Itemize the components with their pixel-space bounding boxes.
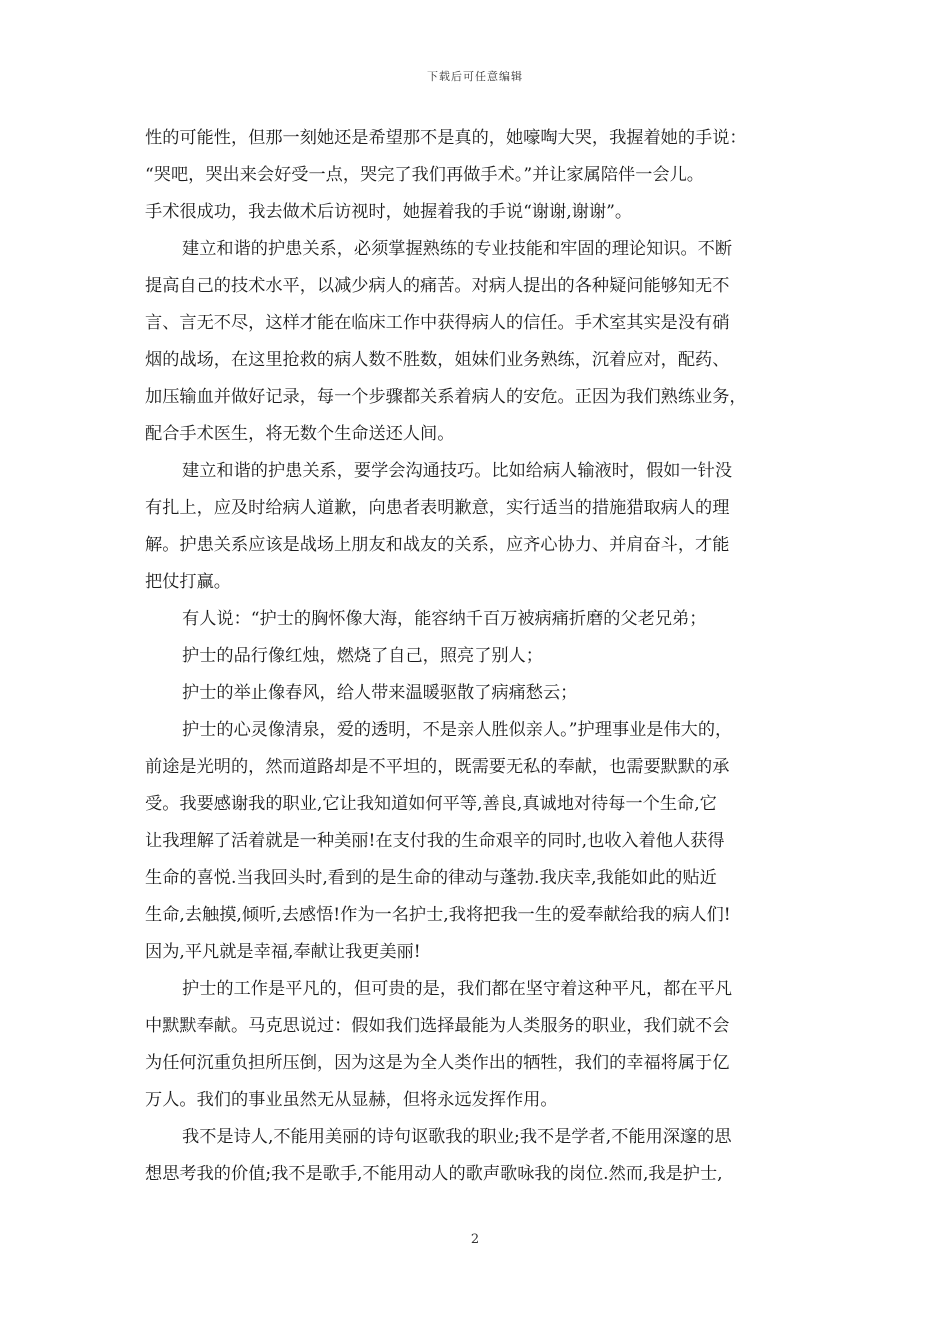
text-line: 护士的品行像红烛，燃烧了自己，照亮了别人；	[182, 646, 543, 666]
text-line: 有扎上，应及时给病人道歉，向患者表明歉意，实行适当的措施猎取病人的理	[145, 498, 730, 518]
text-line: 受。我要感谢我的职业,它让我知道如何平等,善良,真诚地对待每一个生命,它	[145, 794, 717, 814]
text-line: 配合手术医生，将无数个生命送还人间。	[145, 424, 455, 444]
text-line: 加压输血并做好记录，每一个步骤都关系着病人的安危。正因为我们熟练业务，	[145, 387, 747, 407]
text-line: 护士的工作是平凡的，但可贵的是，我们都在坚守着这种平凡，都在平凡	[182, 979, 733, 999]
page-number: 2	[470, 1232, 480, 1247]
text-line: 言、言无不尽，这样才能在临床工作中获得病人的信任。手术室其实是没有硝	[145, 313, 730, 333]
text-line: 中默默奉献。马克思说过：假如我们选择最能为人类服务的职业，我们就不会	[145, 1016, 730, 1036]
text-line: 性的可能性，但那一刻她还是希望那不是真的，她嚎啕大哭，我握着她的手说：	[145, 128, 747, 148]
text-line: 我不是诗人,不能用美丽的诗句讴歌我的职业;我不是学者,不能用深邃的思	[182, 1127, 732, 1147]
text-line: 万人。我们的事业虽然无从显赫，但将永远发挥作用。	[145, 1090, 558, 1110]
text-line: 为任何沉重负担所压倒，因为这是为全人类作出的牺牲，我们的幸福将属于亿	[145, 1053, 730, 1073]
text-line: 生命的喜悦.当我回头时,看到的是生命的律动与蓬勃.我庆幸,我能如此的贴近	[145, 868, 717, 888]
text-line: 提高自己的技术水平，以减少病人的痛苦。对病人提出的各种疑问能够知无不	[145, 276, 730, 296]
text-line: 生命,去触摸,倾听,去感悟!作为一名护士,我将把我一生的爱奉献给我的病人们!	[145, 905, 731, 925]
text-line: 建立和谐的护患关系，要学会沟通技巧。比如给病人输液时，假如一针没	[182, 461, 733, 481]
document-body	[145, 120, 817, 1193]
text-line: 因为,平凡就是幸福,奉献让我更美丽!	[145, 942, 421, 962]
text-line: 有人说：“护士的胸怀像大海，能容纳千百万被病痛折磨的父老兄弟；	[182, 609, 707, 629]
text-line: 让我理解了活着就是一种美丽!在支付我的生命艰辛的同时,也收入着他人获得	[145, 831, 725, 851]
text-line: 护士的举止像春风，给人带来温暖驱散了病痛愁云；	[182, 683, 578, 703]
text-line: 建立和谐的护患关系，必须掌握熟练的专业技能和牢固的理论知识。不断	[182, 239, 733, 259]
text-line: 解。护患关系应该是战场上朋友和战友的关系，应齐心协力、并肩奋斗，才能	[145, 535, 730, 555]
text-line: 烟的战场，在这里抢救的病人数不胜数，姐妹们业务熟练，沉着应对，配药、	[145, 350, 730, 370]
page-header: 下载后可任意编辑	[427, 70, 523, 83]
text-line: 护士的心灵像清泉，爱的透明，不是亲人胜似亲人。”护理事业是伟大的，	[182, 720, 733, 740]
text-line: 把仗打赢。	[145, 572, 231, 592]
text-line: 想思考我的价值;我不是歌手,不能用动人的歌声歌咏我的岗位.然而,我是护士,	[145, 1164, 723, 1184]
text-line: “哭吧，哭出来会好受一点，哭完了我们再做手术。”并让家属陪伴一会儿。	[145, 165, 704, 185]
text-line: 手术很成功，我去做术后访视时，她握着我的手说“谢谢,谢谢”。	[145, 202, 633, 222]
text-line: 前途是光明的，然而道路却是不平坦的，既需要无私的奉献，也需要默默的承	[145, 757, 730, 777]
